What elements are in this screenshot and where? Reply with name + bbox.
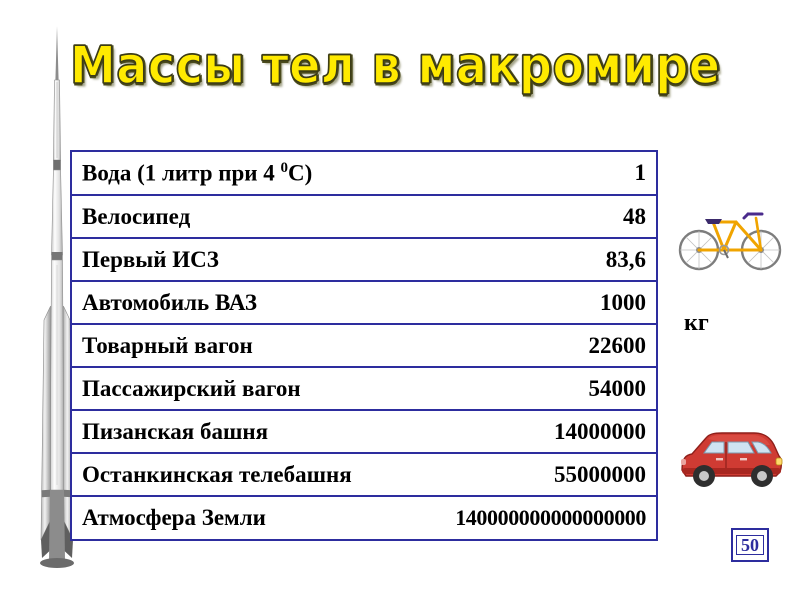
table-row — [72, 410, 656, 453]
row-label: Товарный вагон — [72, 324, 375, 367]
page-number: 50 — [736, 535, 764, 555]
row-label: Первый ИСЗ — [72, 238, 375, 281]
table-row — [72, 453, 656, 496]
table-row — [72, 238, 656, 281]
table-row — [72, 281, 656, 324]
row-value: 22600 — [375, 324, 656, 367]
row-value: 1 — [634, 160, 646, 185]
car-icon — [676, 418, 786, 498]
row-label: Пизанская башня — [72, 410, 375, 453]
row-value: 140000000000000000 — [375, 496, 656, 539]
row-label: Автомобиль ВАЗ — [72, 281, 375, 324]
masses-table — [70, 150, 658, 541]
table-row — [72, 367, 656, 410]
page-number-badge — [731, 528, 769, 562]
row-label: Останкинская телебашня — [72, 453, 375, 496]
table-row — [72, 195, 656, 238]
row-value: 48 — [375, 195, 656, 238]
row-value: 55000000 — [375, 453, 656, 496]
degree-superscript: 0 — [280, 159, 289, 176]
unit-label: кг — [684, 310, 709, 336]
row-value: 54000 — [375, 367, 656, 410]
row-value: 83,6 — [375, 238, 656, 281]
table-row — [72, 324, 656, 367]
table-row — [72, 496, 656, 539]
row-label: Вода (1 литр при 4 $^0$С) — [82, 159, 313, 186]
row-value: 1000 — [375, 281, 656, 324]
row-label: Велосипед — [72, 195, 375, 238]
row-label: Пассажирский вагон — [72, 367, 375, 410]
bicycle-icon — [678, 198, 782, 274]
row-label: Атмосфера Земли — [72, 496, 375, 539]
page-title: Массы тел в макромире — [70, 34, 721, 96]
table-row — [72, 152, 656, 195]
row-value: 14000000 — [375, 410, 656, 453]
